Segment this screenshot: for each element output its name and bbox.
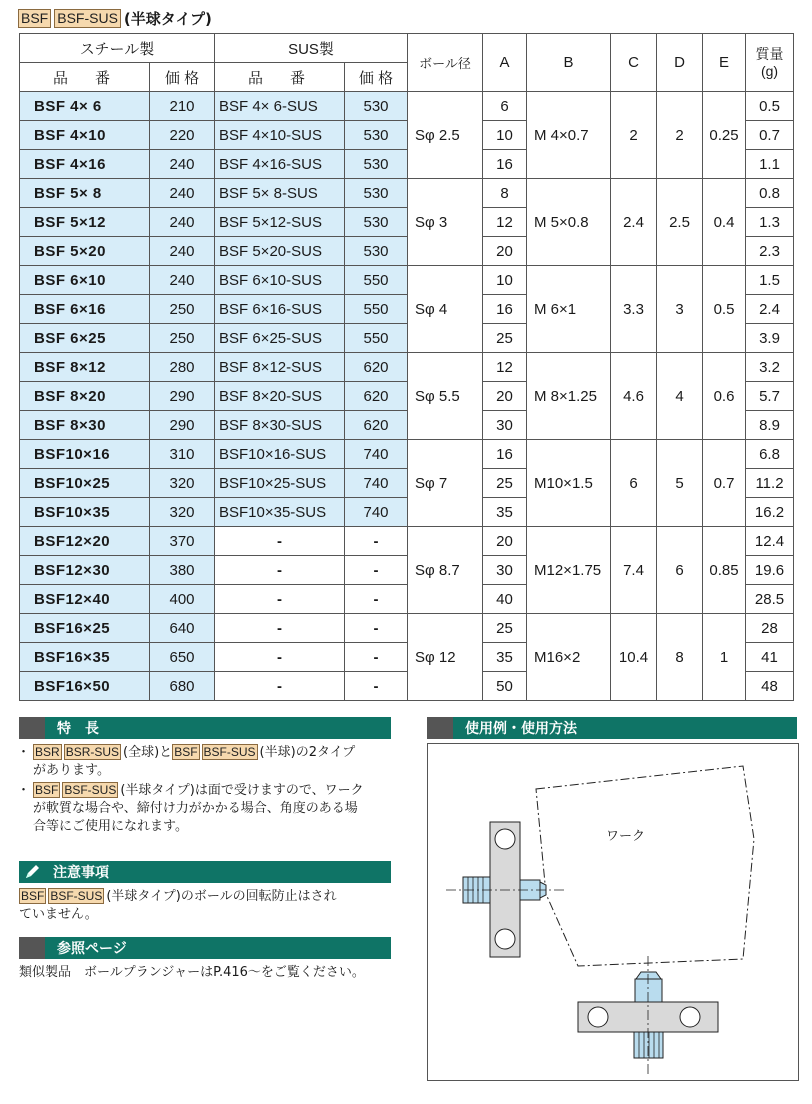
header-sus-price: 価 格 (345, 63, 408, 92)
mass-value: 19.6 (746, 556, 794, 585)
bottom-hole-right (680, 1007, 700, 1027)
dimension-c: 10.4 (611, 614, 657, 701)
mass-value: 28.5 (746, 585, 794, 614)
feature-2-line3: 合等にご使用になれます。 (33, 819, 188, 834)
dimension-d: 8 (657, 614, 703, 701)
steel-price: 650 (150, 643, 215, 672)
caution-text (19, 888, 399, 924)
steel-part-number: BSF 8×12 (20, 353, 150, 382)
dimension-b: M 8×1.25 (527, 353, 611, 440)
table-row (20, 527, 794, 556)
caution-heading-text: 注意事項 (53, 865, 109, 881)
dimension-d: 2.5 (657, 179, 703, 266)
table-row (20, 614, 794, 643)
title-tag-bsf: BSF (18, 9, 51, 28)
dimension-c: 3.3 (611, 266, 657, 353)
header-mass-unit: (g) (760, 62, 779, 79)
sus-part-number: BSF 8×30-SUS (215, 411, 345, 440)
sus-price: 550 (345, 266, 408, 295)
dimension-a: 40 (483, 585, 527, 614)
steel-part-number: BSF12×40 (20, 585, 150, 614)
tag-bsf-sus: BSF-SUS (50, 889, 103, 903)
bottom-plunger-body (635, 979, 662, 1002)
header-d: D (657, 34, 703, 92)
dimension-a: 30 (483, 411, 527, 440)
sus-price: - (345, 556, 408, 585)
steel-price: 240 (150, 208, 215, 237)
mass-value: 6.8 (746, 440, 794, 469)
dimension-b: M10×1.5 (527, 440, 611, 527)
sus-part-number: BSF10×35-SUS (215, 498, 345, 527)
mass-value: 12.4 (746, 527, 794, 556)
steel-price: 380 (150, 556, 215, 585)
dimension-a: 16 (483, 440, 527, 469)
sus-price: - (345, 672, 408, 701)
caution-line2: ていません。 (19, 907, 98, 922)
dimension-c: 7.4 (611, 527, 657, 614)
spec-table-body (20, 92, 794, 701)
sus-part-number: BSF10×25-SUS (215, 469, 345, 498)
mass-value: 28 (746, 614, 794, 643)
sus-price: 620 (345, 411, 408, 440)
dimension-b: M12×1.75 (527, 527, 611, 614)
dimension-a: 25 (483, 614, 527, 643)
table-row (20, 353, 794, 382)
reference-heading (19, 937, 391, 959)
steel-price: 680 (150, 672, 215, 701)
dimension-e: 0.4 (703, 179, 746, 266)
ball-diameter: Sφ 3 (408, 179, 483, 266)
header-e: E (703, 34, 746, 92)
mass-value: 0.5 (746, 92, 794, 121)
sus-price: 550 (345, 295, 408, 324)
dimension-a: 35 (483, 498, 527, 527)
dimension-d: 2 (657, 92, 703, 179)
table-row (20, 440, 794, 469)
steel-price: 210 (150, 92, 215, 121)
sus-price: 530 (345, 208, 408, 237)
steel-price: 320 (150, 498, 215, 527)
steel-price: 370 (150, 527, 215, 556)
sus-price: 620 (345, 353, 408, 382)
table-row (20, 266, 794, 295)
dimension-a: 12 (483, 208, 527, 237)
feature-1-mid: (全球)と (123, 745, 173, 760)
dimension-a: 6 (483, 92, 527, 121)
sus-price: - (345, 614, 408, 643)
left-hole-bottom (495, 929, 515, 949)
dimension-a: 50 (483, 672, 527, 701)
features-text (19, 744, 399, 836)
sus-part-number: BSF 5× 8-SUS (215, 179, 345, 208)
sus-part-number: BSF 8×12-SUS (215, 353, 345, 382)
mass-value: 1.1 (746, 150, 794, 179)
sus-price: 740 (345, 440, 408, 469)
sus-price: 620 (345, 382, 408, 411)
steel-part-number: BSF12×20 (20, 527, 150, 556)
dimension-a: 10 (483, 121, 527, 150)
dimension-d: 4 (657, 353, 703, 440)
mass-value: 3.2 (746, 353, 794, 382)
mass-value: 16.2 (746, 498, 794, 527)
sus-part-number: - (215, 585, 345, 614)
heading-marker (19, 937, 45, 959)
steel-price: 240 (150, 179, 215, 208)
steel-part-number: BSF16×35 (20, 643, 150, 672)
dimension-b: M 6×1 (527, 266, 611, 353)
ball-diameter: Sφ 8.7 (408, 527, 483, 614)
sus-price: 530 (345, 237, 408, 266)
tag-bsf-sus: BSF-SUS (203, 745, 256, 759)
sus-part-number: BSF 6×25-SUS (215, 324, 345, 353)
tag-bsf: BSF (174, 745, 198, 759)
caution-heading (19, 861, 391, 883)
dimension-a: 35 (483, 643, 527, 672)
tag-bsr-sus: BSR-SUS (65, 745, 120, 759)
sus-part-number: - (215, 643, 345, 672)
dimension-a: 20 (483, 237, 527, 266)
sus-part-number: BSF 6×16-SUS (215, 295, 345, 324)
features-heading (19, 717, 391, 739)
sus-price: 740 (345, 469, 408, 498)
tag-bsr: BSR (35, 745, 60, 759)
spec-table (19, 33, 794, 701)
mass-value: 1.3 (746, 208, 794, 237)
steel-part-number: BSF 4×16 (20, 150, 150, 179)
dimension-c: 2 (611, 92, 657, 179)
dimension-c: 2.4 (611, 179, 657, 266)
dimension-b: M 4×0.7 (527, 92, 611, 179)
steel-price: 290 (150, 382, 215, 411)
steel-price: 310 (150, 440, 215, 469)
reference-heading-text: 参照ページ (57, 941, 127, 957)
features-heading-text: 特 長 (57, 721, 99, 737)
header-sus-part: 品 番 (215, 63, 345, 92)
header-steel: スチール製 (20, 34, 215, 63)
steel-part-number: BSF 5×20 (20, 237, 150, 266)
dimension-a: 30 (483, 556, 527, 585)
ball-diameter: Sφ 4 (408, 266, 483, 353)
sus-price: 530 (345, 92, 408, 121)
header-sus: SUS製 (215, 34, 408, 63)
header-ball: ボール径 (408, 34, 483, 92)
steel-price: 240 (150, 237, 215, 266)
dimension-e: 0.6 (703, 353, 746, 440)
sus-part-number: - (215, 672, 345, 701)
header-c: C (611, 34, 657, 92)
mass-value: 0.7 (746, 121, 794, 150)
sus-part-number: BSF 8×20-SUS (215, 382, 345, 411)
steel-price: 220 (150, 121, 215, 150)
sus-part-number: - (215, 527, 345, 556)
steel-price: 400 (150, 585, 215, 614)
steel-price: 280 (150, 353, 215, 382)
steel-price: 240 (150, 150, 215, 179)
left-hole-top (495, 829, 515, 849)
steel-part-number: BSF12×30 (20, 556, 150, 585)
mass-value: 3.9 (746, 324, 794, 353)
sus-price: 740 (345, 498, 408, 527)
steel-part-number: BSF16×50 (20, 672, 150, 701)
mass-value: 2.3 (746, 237, 794, 266)
sus-part-number: BSF 5×20-SUS (215, 237, 345, 266)
dimension-a: 25 (483, 324, 527, 353)
dimension-e: 0.5 (703, 266, 746, 353)
tag-bsf: BSF (35, 783, 59, 797)
dimension-a: 20 (483, 382, 527, 411)
dimension-e: 0.7 (703, 440, 746, 527)
heading-marker (427, 717, 453, 739)
steel-part-number: BSF10×35 (20, 498, 150, 527)
steel-part-number: BSF10×25 (20, 469, 150, 498)
steel-part-number: BSF 4×10 (20, 121, 150, 150)
header-b: B (527, 34, 611, 92)
sus-part-number: - (215, 556, 345, 585)
sus-part-number: BSF 5×12-SUS (215, 208, 345, 237)
dimension-c: 6 (611, 440, 657, 527)
dimension-d: 3 (657, 266, 703, 353)
table-row (20, 179, 794, 208)
usage-diagram-svg (428, 744, 798, 1080)
ball-diameter: Sφ 2.5 (408, 92, 483, 179)
steel-part-number: BSF 8×30 (20, 411, 150, 440)
sus-price: - (345, 527, 408, 556)
sus-part-number: BSF 4× 6-SUS (215, 92, 345, 121)
dimension-a: 12 (483, 353, 527, 382)
steel-price: 250 (150, 324, 215, 353)
tag-bsf-sus: BSF-SUS (64, 783, 117, 797)
sus-part-number: BSF10×16-SUS (215, 440, 345, 469)
steel-price: 320 (150, 469, 215, 498)
sus-price: - (345, 585, 408, 614)
dimension-a: 10 (483, 266, 527, 295)
mass-value: 48 (746, 672, 794, 701)
sus-part-number: BSF 6×10-SUS (215, 266, 345, 295)
steel-price: 250 (150, 295, 215, 324)
feature-2-line2: が軟質な場合や、締付け力がかかる場合、角度のある場 (33, 801, 358, 816)
mass-value: 41 (746, 643, 794, 672)
dimension-d: 6 (657, 527, 703, 614)
steel-part-number: BSF 4× 6 (20, 92, 150, 121)
workpiece-outline (536, 766, 754, 966)
usage-diagram (427, 743, 799, 1081)
feature-1-tail: (半球)の2タイプ (259, 745, 356, 760)
dimension-e: 0.25 (703, 92, 746, 179)
dimension-a: 16 (483, 150, 527, 179)
dimension-b: M 5×0.8 (527, 179, 611, 266)
table-row (20, 92, 794, 121)
sus-price: 530 (345, 150, 408, 179)
feature-2-tail: (半球タイプ)は面で受けますので、ワーク (120, 783, 364, 798)
dimension-a: 20 (483, 527, 527, 556)
steel-part-number: BSF 6×16 (20, 295, 150, 324)
mass-value: 5.7 (746, 382, 794, 411)
sus-price: 530 (345, 121, 408, 150)
mass-value: 11.2 (746, 469, 794, 498)
dimension-a: 25 (483, 469, 527, 498)
bottom-plunger-ball (636, 972, 661, 979)
mass-value: 2.4 (746, 295, 794, 324)
tag-bsf: BSF (21, 889, 45, 903)
header-mass (746, 34, 794, 92)
caution-tail: (半球タイプ)のボールの回転防止はされ (106, 889, 337, 904)
steel-part-number: BSF16×25 (20, 614, 150, 643)
title-text: (半球タイプ) (123, 9, 212, 28)
dimension-d: 5 (657, 440, 703, 527)
reference-text: 類似製品 ボールプランジャーはP.416〜をご覧ください。 (19, 965, 365, 980)
steel-part-number: BSF 8×20 (20, 382, 150, 411)
feature-bullet-2 (19, 782, 399, 836)
heading-marker (19, 717, 45, 739)
sus-part-number: BSF 4×16-SUS (215, 150, 345, 179)
steel-part-number: BSF 6×10 (20, 266, 150, 295)
bottom-hole-left (588, 1007, 608, 1027)
mass-value: 0.8 (746, 179, 794, 208)
pen-icon (19, 861, 45, 883)
dimension-b: M16×2 (527, 614, 611, 701)
sus-part-number: BSF 4×10-SUS (215, 121, 345, 150)
dimension-c: 4.6 (611, 353, 657, 440)
dimension-e: 0.85 (703, 527, 746, 614)
sus-part-number: - (215, 614, 345, 643)
steel-price: 640 (150, 614, 215, 643)
steel-part-number: BSF 6×25 (20, 324, 150, 353)
sus-price: 530 (345, 179, 408, 208)
feature-bullet-1 (19, 744, 399, 780)
mass-value: 1.5 (746, 266, 794, 295)
ball-diameter: Sφ 5.5 (408, 353, 483, 440)
work-label: ワーク (606, 829, 646, 844)
header-steel-price: 価 格 (150, 63, 215, 92)
ball-diameter: Sφ 7 (408, 440, 483, 527)
page-title (18, 6, 212, 30)
dimension-a: 8 (483, 179, 527, 208)
dimension-a: 16 (483, 295, 527, 324)
title-tag-bsf-sus: BSF-SUS (54, 9, 121, 28)
header-steel-part: 品 番 (20, 63, 150, 92)
sus-price: - (345, 643, 408, 672)
dimension-e: 1 (703, 614, 746, 701)
sus-price: 550 (345, 324, 408, 353)
steel-part-number: BSF10×16 (20, 440, 150, 469)
steel-part-number: BSF 5× 8 (20, 179, 150, 208)
header-mass-label: 質量 (755, 45, 784, 62)
header-a: A (483, 34, 527, 92)
ball-diameter: Sφ 12 (408, 614, 483, 701)
steel-price: 240 (150, 266, 215, 295)
feature-1-line2: があります。 (33, 763, 110, 778)
mass-value: 8.9 (746, 411, 794, 440)
usage-heading-text: 使用例・使用方法 (465, 721, 577, 737)
usage-heading (427, 717, 797, 739)
steel-price: 290 (150, 411, 215, 440)
steel-part-number: BSF 5×12 (20, 208, 150, 237)
